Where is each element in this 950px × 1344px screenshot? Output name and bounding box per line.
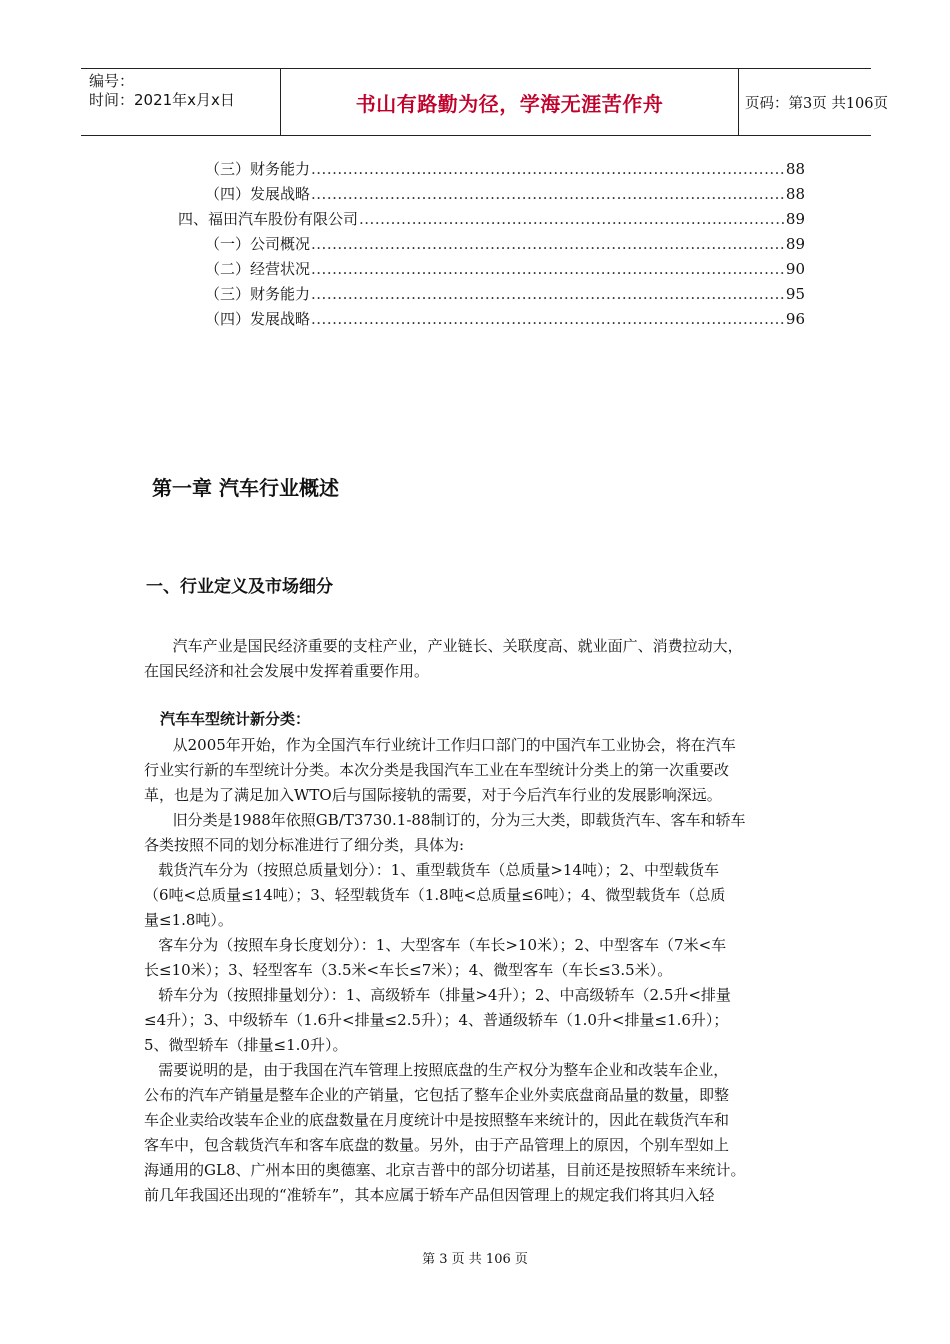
toc-entry-page: 89 [785,210,805,228]
toc-leader-dots [311,185,785,203]
toc-entry-page: 88 [785,160,805,178]
document-date: 时间：2021年x月x日 [89,91,235,109]
toc-leader-dots [359,210,785,228]
header-meta [81,69,281,135]
text-line: 在国民经济和社会发展中发挥着重要作用。 [144,662,430,680]
toc-entry-label: （二）经营状况 [205,260,311,278]
toc-entry[interactable] [205,258,805,283]
toc-entry-page: 96 [785,310,805,328]
toc-leader-dots [311,260,785,278]
text-line: 5、微型轿车（排量≤1.0升）。 [144,1036,348,1054]
section-title: 一、行业定义及市场细分 [146,577,333,597]
toc-entry-label: 四、福田汽车股份有限公司 [178,210,359,228]
text-line: ≤4升）；3、中级轿车（1.6升<排量≤2.5升）；4、普通级轿车（1.0升<排量≤1.6升）； [144,1011,729,1029]
toc-entry[interactable] [205,283,805,308]
header-motto: 书山有路勤为径，学海无涯苦作舟 [281,69,739,135]
text-line: 各类按照不同的划分标准进行了细分类，具体为: [144,836,465,854]
toc-leader-dots [311,285,785,303]
toc-entry-page: 90 [785,260,805,278]
toc-entry[interactable] [205,158,805,183]
document-number-label: 编号： [89,72,135,90]
text-line: 革，也是为了满足加入WTO后与国际接轨的需要，对于今后汽车行业的发展影响深远。 [144,786,722,804]
toc-entry-page: 95 [785,285,805,303]
toc-entry-label: （四）发展战略 [205,185,311,203]
text-line: 公布的汽车产销量是整车企业的产销量，它包括了整车企业外卖底盘商品量的数量，即整 [144,1086,730,1104]
text-line: 轿车分为（按照排量划分）：1、高级轿车（排量>4升）；2、中高级轿车（2.5升<排量 [144,986,731,1004]
text-line: 量≤1.8吨）。 [144,911,233,929]
toc-entry[interactable] [205,308,805,333]
page-footer: 第 3 页 共 106 页 [422,1252,528,1267]
header-page-info: 页码：第3页 共106页 [745,95,889,112]
body-text [144,733,820,1208]
page-header [81,68,889,136]
chapter-title: 第一章 汽车行业概述 [152,476,339,500]
text-line: 客车中，包含载货汽车和客车底盘的数量。另外，由于产品管理上的原因，个别车型如上 [144,1136,730,1154]
toc-leader-dots [311,310,785,328]
text-line: 载货汽车分为（按照总质量划分）：1、重型载货车（总质量>14吨）；2、中型载货车 [144,861,720,879]
text-line: 汽车产业是国民经济重要的支柱产业，产业链长、关联度高、就业面广、消费拉动大， [144,637,743,655]
text-line: 行业实行新的车型统计分类。本次分类是我国汽车工业在车型统计分类上的第一次重要改 [144,761,730,779]
text-line: 长≤10米）；3、轻型客车（3.5米<车长≤7米）；4、微型客车（车长≤3.5米）。 [144,961,673,979]
intro-paragraph [144,634,820,684]
toc-entry[interactable] [205,233,805,258]
toc-entry-label: （三）财务能力 [205,285,311,303]
toc-entry-label: （四）发展战略 [205,310,311,328]
text-line: 需要说明的是，由于我国在汽车管理上按照底盘的生产权分为整车企业和改装车企业， [144,1061,729,1079]
text-line: 旧分类是1988年依照GB/T3730.1-88制订的，分为三大类，即载货汽车、客车和轿车 [144,811,746,829]
text-line: 海通用的GL8、广州本田的奥德塞、北京吉普中的部分切诺基，目前还是按照轿车来统计。 [144,1161,746,1179]
toc-leader-dots [311,160,785,178]
toc-entry-label: （三）财务能力 [205,160,311,178]
text-line: 车企业卖给改装车企业的底盘数量在月度统计中是按照整车来统计的，因此在载货汽车和 [144,1111,730,1129]
toc-entry-label: （一）公司概况 [205,235,311,253]
toc-entry[interactable] [205,183,805,208]
text-line: 从2005年开始，作为全国汽车行业统计工作归口部门的中国汽车工业协会，将在汽车 [144,736,736,754]
text-line: 前几年我国还出现的“准轿车”，其本应属于轿车产品但因管理上的规定我们将其归入轻 [144,1186,715,1204]
toc-entry-page: 89 [785,235,805,253]
text-line: 客车分为（按照车身长度划分）：1、大型客车（车长>10米）；2、中型客车（7米<车 [144,936,727,954]
text-line: （6吨<总质量≤14吨）；3、轻型载货车（1.8吨<总质量≤6吨）；4、微型载货车（总质 [144,886,726,904]
toc-entry[interactable] [178,208,805,233]
toc-leader-dots [311,235,785,253]
subheading: 汽车车型统计新分类： [160,710,311,728]
toc-entry-page: 88 [785,185,805,203]
